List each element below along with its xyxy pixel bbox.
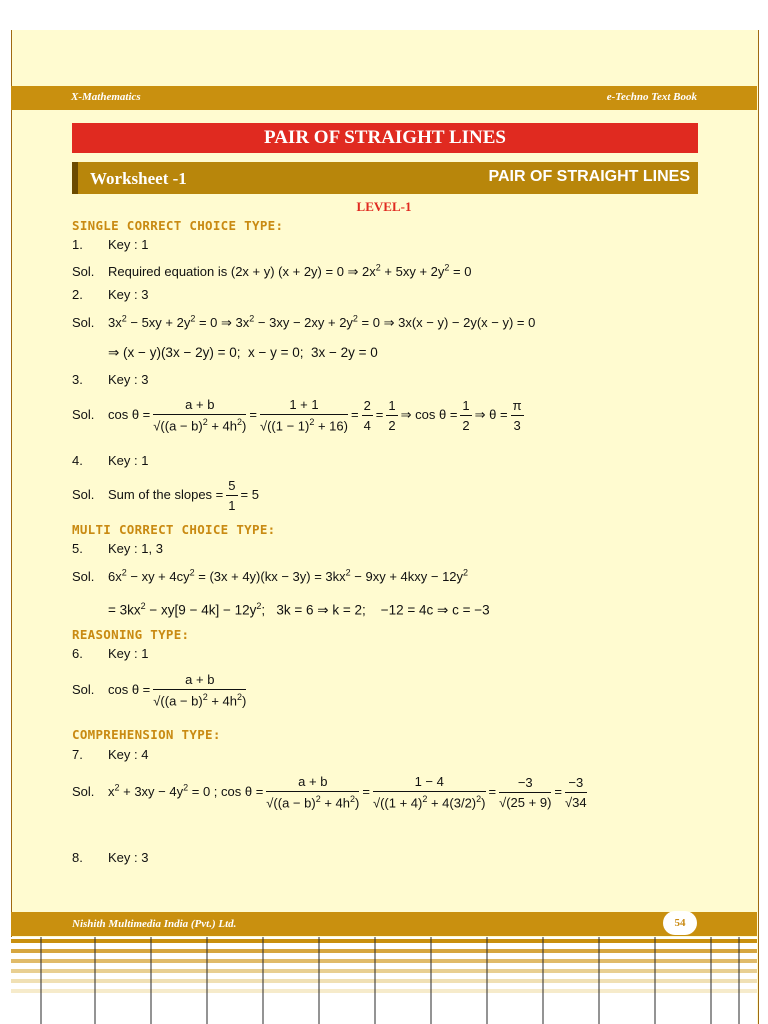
answer-key: Key : 1 — [108, 453, 149, 468]
answer-key: Key : 1 — [108, 237, 149, 252]
question-7 — [72, 747, 148, 762]
solution-text: cos θ = $\frac{a + b}{√((a - b)^2 + 4h^2)}$ = $\frac{1 + 1}{√((1 - 1)^2 + 16)}$ = $\frac{2}{4}$ = $\frac{1}{2}$ ⇒ cos θ = $\frac{1}{2}$ ⇒ θ = $\frac{\pi}{3}$ — [108, 397, 522, 434]
question-6 — [72, 646, 148, 661]
question-number: 3. — [72, 372, 83, 387]
question-number: 5. — [72, 541, 83, 556]
solution-text: $6x^2$ − xy + $4cy^2 = (3x + 4y)(kx - 3y) = 3kx^2 - 9xy + 4kxy - 12y^2$ — [108, 568, 469, 585]
sol-label: Sol. — [72, 486, 95, 502]
solution-2-line-2: ⇒ (x − y)(3x − 2y) = 0; x − y = 0; 3x − 2y = 0 — [108, 345, 378, 360]
solution-2 — [72, 314, 535, 331]
solution-text: Required equation is (2x + y) (x + 2y) = 0 ⇒ $2x^2 + 5xy + 2y^2 = 0$ — [108, 263, 472, 280]
sol-label: Sol. — [72, 264, 95, 280]
answer-key: Key : 1, 3 — [108, 541, 163, 556]
solution-5-line-2: = $3kx^2 - xy[9 - 4k] - 12y^2$; 3k = 6 ⇒ k = 2; −12 = 4c ⇒ c = −3 — [108, 601, 490, 618]
solution-4 — [72, 478, 259, 513]
question-number: 8. — [72, 850, 83, 865]
section-heading-single: SINGLE CORRECT CHOICE TYPE: — [72, 218, 284, 233]
question-number: 7. — [72, 747, 83, 762]
section-heading-multi: MULTI CORRECT CHOICE TYPE: — [72, 522, 276, 537]
answer-key: Key : 1 — [108, 646, 149, 661]
worksheet-label: Worksheet -1 — [90, 169, 187, 188]
solution-5 — [72, 568, 468, 584]
section-heading-reasoning: REASONING TYPE: — [72, 627, 190, 642]
level-heading: LEVEL-1 — [356, 199, 412, 214]
header-band — [11, 86, 757, 110]
header-subject: X-Mathematics — [71, 91, 141, 103]
question-number: 4. — [72, 453, 83, 468]
solution-1 — [72, 263, 471, 280]
page-title: PAIR OF STRAIGHT LINES — [72, 123, 698, 153]
solution-6 — [72, 672, 249, 708]
header-book: e-Techno Text Book — [606, 91, 697, 103]
worksheet-topic: PAIR OF STRAIGHT LINES — [488, 168, 690, 185]
footer-publisher: Nishith Multimedia India (Pvt.) Ltd. — [72, 918, 237, 930]
answer-key: Key : 3 — [108, 850, 149, 865]
answer-key: Key : 3 — [108, 287, 149, 302]
page-number: 54 — [663, 911, 697, 935]
sol-label: Sol. — [72, 783, 95, 799]
sol-label: Sol. — [72, 406, 95, 422]
question-3 — [72, 372, 148, 387]
footer-grid-pattern — [11, 937, 757, 1024]
solution-text: $x^2 + 3xy - 4y^2 = 0$ ; cos θ = $\frac{a + b}{√((a - b)^2 + 4h^2)}$ = $\frac{1 - 4}{√((1 + 4)^2 + 4(3/2)^2)}$ = $\frac{-3}{√(25 + 9)}$ = $\frac{-3}{√34}$ — [108, 774, 587, 811]
answer-key: Key : 3 — [108, 372, 149, 387]
question-2 — [72, 287, 148, 302]
question-number: 1. — [72, 237, 83, 252]
section-heading-comprehension: COMPREHENSION TYPE: — [72, 727, 221, 742]
solution-text: $3x^2 - 5xy + 2y^2 = 0$ ⇒ $3x^2 - 3xy - 2xy + 2y^2 = 0$ ⇒ 3x(x − y) − 2y(x − y) = 0 — [108, 314, 536, 331]
sol-label: Sol. — [72, 681, 95, 697]
sol-label: Sol. — [72, 315, 95, 331]
answer-key: Key : 4 — [108, 747, 149, 762]
worksheet-bar — [72, 162, 698, 194]
question-number: 6. — [72, 646, 83, 661]
question-8 — [72, 850, 148, 865]
question-number: 2. — [72, 287, 83, 302]
question-4 — [72, 453, 148, 468]
solution-3 — [72, 397, 527, 433]
solution-7 — [72, 774, 590, 810]
solution-text: cos θ = $\frac{a + b}{√((a - b)^2 + 4h^2)}$ — [108, 672, 247, 709]
solution-text: Sum of the slopes = $\frac{5}{1}$ = 5 — [108, 478, 259, 513]
question-1 — [72, 237, 148, 252]
question-5 — [72, 541, 163, 556]
sol-label: Sol. — [72, 569, 95, 585]
